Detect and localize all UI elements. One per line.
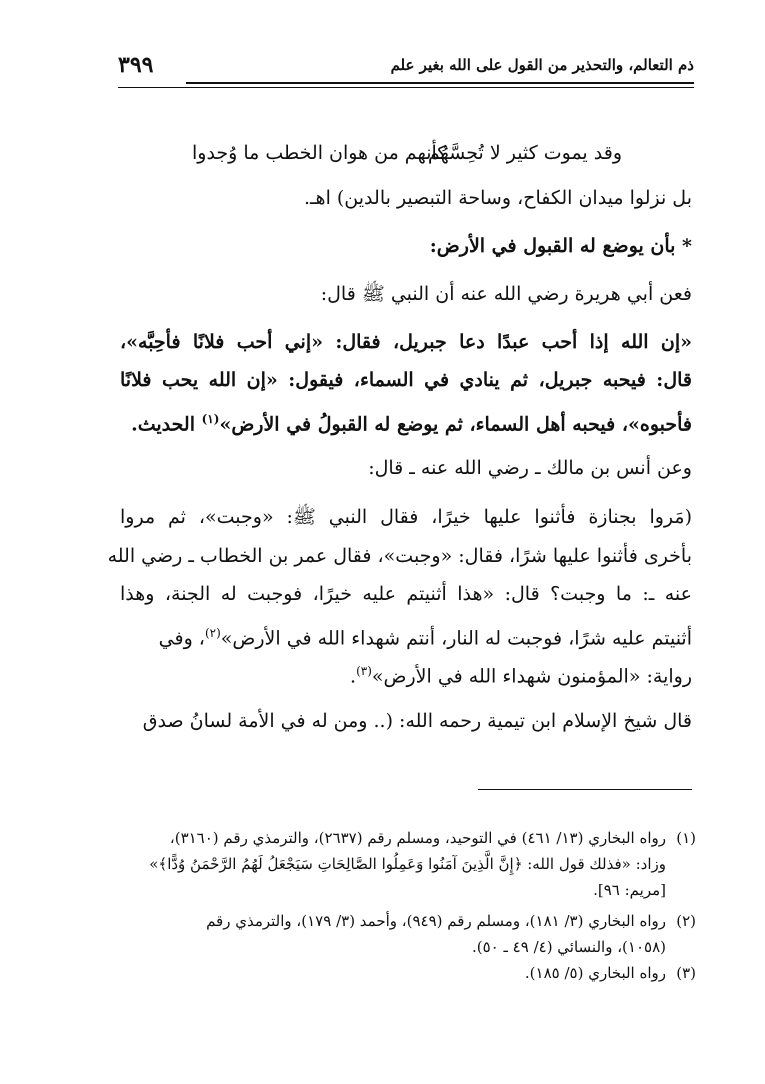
text-line: فعن أبي هريرة رضي الله عنه أن النبي ﷺ قال: bbox=[320, 283, 692, 305]
text-line: بل نزلوا ميدان الكفاح، وساحة التبصير بالدين) اهـ. bbox=[303, 187, 692, 209]
footnote-text: رواه البخاري (٣/ ١٨١)، ومسلم رقم (٩٤٩)، وأحمد (٣/ ١٧٩)، والترمذي رقم bbox=[206, 912, 666, 930]
page-number: ٣٩٩ bbox=[118, 52, 154, 78]
hadith-line: بأخرى فأثنوا عليها شرًا، فقال: «وجبت»، فقال عمر بن الخطاب ـ رضي الله bbox=[107, 545, 692, 567]
hadith-line bbox=[120, 618, 692, 653]
hadith-line bbox=[120, 656, 692, 691]
section-heading: * بأن يوضع له القبول في الأرض: bbox=[429, 235, 692, 257]
hadith-line: (مَروا بجنازة فأثنوا عليها خيرًا، فقال النبي ﷺ: «وجبت»، ثم مروا bbox=[120, 506, 692, 528]
text-fragment: الحديث. bbox=[131, 413, 202, 436]
footnote-ref: (٢) bbox=[204, 626, 221, 640]
verse-hemistich-right: وقد يموت كثير لا تُحِسَّهُم bbox=[427, 142, 622, 164]
footnote-number: (١) bbox=[676, 829, 696, 847]
hadith-line: قال: فيحبه جبريل، ثم ينادي في السماء، فيقول: «إن الله يحب فلانًا bbox=[120, 369, 692, 391]
main-text bbox=[107, 0, 692, 780]
hadith-text: رواية: «المؤمنون شهداء الله في الأرض» bbox=[371, 665, 692, 688]
footnote-2 bbox=[120, 909, 696, 933]
footnote-text: رواه البخاري (٥/ ١٨٥). bbox=[524, 964, 666, 982]
text-line: وعن أنس بن مالك ـ رضي الله عنه ـ قال: bbox=[368, 457, 692, 479]
footnote-1 bbox=[120, 826, 696, 850]
text-line: قال شيخ الإسلام ابن تيمية رحمه الله: (.. ومن له في الأمة لسانُ صدق bbox=[142, 710, 692, 732]
footnote-number: (٣) bbox=[676, 964, 696, 982]
hadith-text: فأحبوه»، فيحبه أهل السماء، ثم يوضع له القبولُ في الأرض» bbox=[219, 413, 692, 436]
footnote-3 bbox=[120, 961, 696, 985]
footnote-separator bbox=[478, 789, 692, 790]
footnote-1-cont: وزاد: «فذلك قول الله: ﴿إِنَّ الَّذِينَ آمَنُوا وَعَمِلُوا الصَّالِحَاتِ سَيَجْعَلُ لَهُمُ الرَّحْمَنُ وُدًّا﴾» bbox=[149, 855, 666, 873]
verse-hemistich-left: كأنهم من هوان الخطب ما وُجدوا bbox=[192, 142, 447, 164]
footnote-number: (٢) bbox=[676, 912, 696, 930]
footnote-2-cont: (١٠٥٨)، والنسائي (٤/ ٤٩ ـ ٥٠). bbox=[471, 938, 666, 956]
footnote-ref: (٣) bbox=[356, 664, 372, 678]
hadith-line: «إن الله إذا أحب عبدًا دعا جبريل، فقال: «إني أحب فلانًا فأحِبَّه»، bbox=[120, 331, 692, 353]
hadith-line: عنه ـ: ما وجبت؟ قال: «هذا أثنيتم عليه خيرًا، فوجبت له الجنة، وهذا bbox=[120, 583, 692, 605]
hadith-line bbox=[120, 404, 692, 439]
hadith-text: أثنيتم عليه شرًا، فوجبت له النار، أنتم شهداء الله في الأرض» bbox=[220, 627, 692, 650]
running-title: ذم التعالم، والتحذير من القول على الله بغير علم bbox=[390, 56, 694, 74]
footnote-1-cont: [مريم: ٩٦]. bbox=[593, 881, 666, 899]
text-fragment: ، وفي bbox=[158, 627, 205, 650]
footnote-text: رواه البخاري (١٣/ ٤٦١) في التوحيد، ومسلم رقم (٢٦٣٧)، والترمذي رقم (٣١٦٠)، bbox=[169, 829, 666, 847]
footnote-ref: (١) bbox=[201, 412, 220, 426]
text-fragment: . bbox=[350, 665, 357, 688]
